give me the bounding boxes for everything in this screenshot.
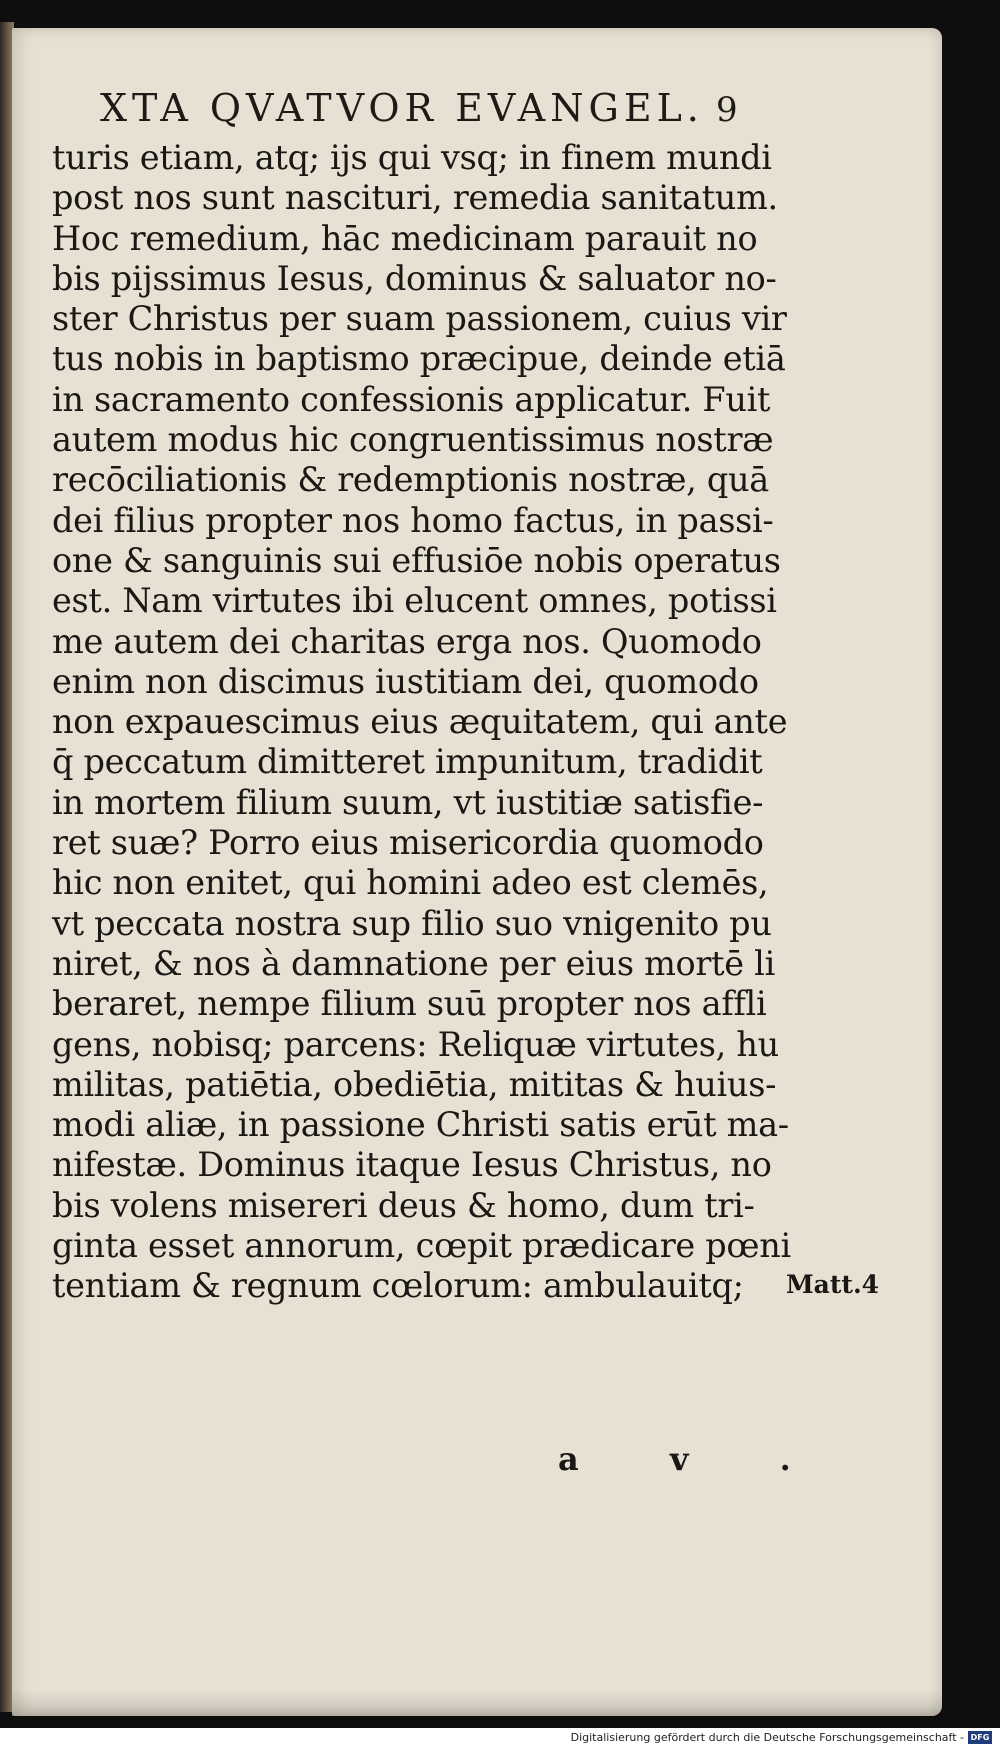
text-line: hic non enitet, qui homini adeo est clemēs, (52, 863, 769, 903)
text-line: ret suæ? Porro eius misericordia quomodo (52, 823, 764, 863)
text-line: q̄ peccatum dimitteret impunitum, tradidit (52, 742, 763, 782)
dfg-logo: DFG (968, 1731, 992, 1744)
text-line: vt peccata nostra sup filio suo vnigenito pu (52, 903, 772, 943)
text-line: dei filius propter nos homo factus, in passi- (52, 500, 774, 540)
text-line: militas, patiētia, obediētia, mititas & huius- (52, 1064, 777, 1104)
text-line: in sacramento confessionis applicatur. Fuit (52, 379, 771, 419)
running-head: XTA QVATVOR EVANGEL. (100, 86, 704, 130)
text-line: enim non discimus iustitiam dei, quomodo (52, 661, 759, 701)
body-text (52, 138, 791, 1307)
text-line: post nos sunt nascituri, remedia sanitatum. (52, 178, 778, 218)
text-line: est. Nam virtutes ibi elucent omnes, potissi (52, 581, 777, 621)
text-line: me autem dei charitas erga nos. Quomodo (52, 621, 762, 661)
text-line: bis pijssimus Iesus, dominus & saluator no- (52, 258, 777, 298)
text-line: niret, & nos à damnatione per eius mortē li (52, 943, 775, 983)
text-line: in mortem filium suum, vt iustitiæ satisfie- (52, 782, 764, 822)
text-line: one & sanguinis sui effusiōe nobis operatus (52, 540, 781, 580)
text-line: modi aliæ, in passione Christi satis erūt ma- (52, 1105, 789, 1145)
text-line: Hoc remedium, hāc medicinam parauit no (52, 218, 758, 258)
text-line: ginta esset annorum, cœpit prædicare pœni (52, 1226, 791, 1266)
text-line: nifestæ. Dominus itaque Iesus Christus, no (52, 1145, 772, 1185)
text-line: recōciliationis & redemptionis nostræ, quā (52, 460, 769, 500)
text-line: bis volens misereri deus & homo, dum tri- (52, 1185, 755, 1225)
text-line: non expauescimus eius æquitatem, qui ante (52, 702, 788, 742)
text-line: tus nobis in baptismo præcipue, deinde etiā (52, 339, 786, 379)
text-line: tentiam & regnum cœlorum: ambulauitq; (52, 1266, 744, 1306)
signature-mark: a v . (558, 1440, 831, 1478)
funding-credit: Digitalisierung gefördert durch die Deutsche Forschungsgemeinschaft - (570, 1731, 964, 1744)
margin-note: Matt.4 (786, 1270, 880, 1299)
text-line: turis etiam, atq; ijs qui vsq; in finem mundi (52, 138, 772, 177)
page-number: 9 (716, 90, 738, 130)
text-line: gens, nobisq; parcens: Reliquæ virtutes, hu (52, 1024, 779, 1064)
text-line: autem modus hic congruentissimus nostræ (52, 420, 774, 460)
page-shadow (12, 1690, 942, 1716)
text-line: beraret, nempe filium suū propter nos affli (52, 984, 767, 1024)
text-line: ster Christus per suam passionem, cuius vir (52, 299, 787, 339)
